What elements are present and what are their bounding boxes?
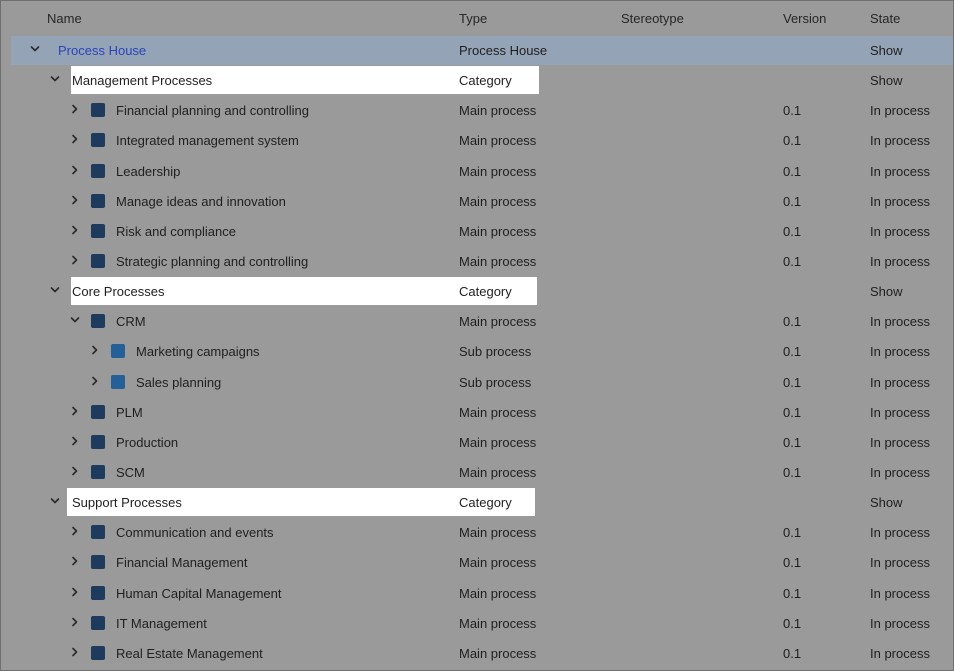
row-type: Main process [459, 464, 537, 480]
row-state: In process [870, 404, 930, 420]
tree-row[interactable] [1, 487, 953, 517]
row-version: 0.1 [783, 253, 802, 269]
row-name[interactable]: Financial Management [116, 555, 248, 571]
tree-row[interactable] [1, 517, 953, 547]
tree-row[interactable] [1, 95, 953, 125]
row-state: In process [870, 464, 930, 480]
row-type: Main process [459, 314, 537, 330]
tree-row[interactable] [1, 638, 953, 668]
main-process-icon [91, 435, 105, 449]
row-state: In process [870, 344, 930, 360]
chevron-right-icon[interactable] [68, 404, 82, 418]
chevron-right-icon[interactable] [68, 132, 82, 146]
row-state: In process [870, 645, 930, 661]
chevron-right-icon[interactable] [68, 585, 82, 599]
row-name[interactable]: Core Processes [72, 284, 165, 300]
tree-row[interactable] [1, 156, 953, 186]
row-name[interactable]: Sales planning [136, 374, 222, 390]
main-process-icon [91, 314, 105, 328]
row-state: In process [870, 585, 930, 601]
row-type: Sub process [459, 344, 532, 360]
row-state: In process [870, 253, 930, 269]
main-process-icon [91, 616, 105, 630]
row-type: Main process [459, 253, 537, 269]
row-version: 0.1 [783, 374, 802, 390]
main-process-icon [91, 646, 105, 660]
row-version: 0.1 [783, 645, 802, 661]
chevron-right-icon[interactable] [68, 163, 82, 177]
chevron-right-icon[interactable] [68, 102, 82, 116]
tree-row[interactable] [1, 608, 953, 638]
row-name[interactable]: Manage ideas and innovation [116, 193, 286, 209]
row-name[interactable]: PLM [116, 404, 143, 420]
tree-row[interactable] [1, 367, 953, 397]
tree-row[interactable] [1, 547, 953, 577]
row-name[interactable]: IT Management [116, 615, 207, 631]
chevron-down-icon[interactable] [48, 283, 62, 297]
row-name[interactable]: Production [116, 434, 179, 450]
tree-row[interactable] [1, 65, 953, 95]
row-type: Main process [459, 193, 537, 209]
row-type: Category [459, 73, 512, 89]
row-state: In process [870, 133, 930, 149]
row-version: 0.1 [783, 615, 802, 631]
row-version: 0.1 [783, 585, 802, 601]
row-type: Main process [459, 555, 537, 571]
row-version: 0.1 [783, 314, 802, 330]
row-name[interactable]: Marketing campaigns [136, 344, 260, 360]
row-version: 0.1 [783, 193, 802, 209]
row-state: In process [870, 555, 930, 571]
row-version: 0.1 [783, 103, 802, 119]
column-header-version[interactable]: Version [783, 11, 827, 26]
row-type: Main process [459, 163, 537, 179]
row-name[interactable]: Risk and compliance [116, 223, 236, 239]
chevron-right-icon[interactable] [68, 615, 82, 629]
row-name[interactable]: Management Processes [72, 73, 213, 89]
tree-row[interactable] [1, 578, 953, 608]
chevron-right-icon[interactable] [68, 524, 82, 538]
main-process-icon [91, 133, 105, 147]
row-name[interactable]: Real Estate Management [116, 645, 263, 661]
row-type: Main process [459, 223, 537, 239]
main-process-icon [91, 254, 105, 268]
row-name[interactable]: Strategic planning and controlling [116, 253, 309, 269]
row-type: Main process [459, 525, 537, 541]
row-name[interactable]: Integrated management system [116, 133, 299, 149]
column-header-name[interactable]: Name [47, 11, 82, 26]
tree-row[interactable] [1, 35, 953, 65]
main-process-icon [91, 555, 105, 569]
chevron-down-icon[interactable] [48, 72, 62, 86]
main-process-icon [91, 405, 105, 419]
row-state: In process [870, 223, 930, 239]
row-version: 0.1 [783, 525, 802, 541]
main-process-icon [91, 525, 105, 539]
chevron-down-icon[interactable] [68, 313, 82, 327]
main-process-icon [91, 164, 105, 178]
row-version: 0.1 [783, 223, 802, 239]
main-process-icon [91, 465, 105, 479]
row-state: In process [870, 434, 930, 450]
row-state: In process [870, 314, 930, 330]
row-state: In process [870, 615, 930, 631]
row-type: Main process [459, 434, 537, 450]
chevron-right-icon[interactable] [88, 343, 102, 357]
chevron-right-icon[interactable] [88, 374, 102, 388]
row-name[interactable]: CRM [116, 314, 146, 330]
row-type: Category [459, 284, 512, 300]
chevron-down-icon[interactable] [28, 42, 42, 56]
row-version: 0.1 [783, 434, 802, 450]
row-type: Main process [459, 404, 537, 420]
tree-row[interactable] [1, 457, 953, 487]
row-version: 0.1 [783, 344, 802, 360]
main-process-icon [91, 103, 105, 117]
chevron-right-icon[interactable] [68, 223, 82, 237]
table-body [1, 35, 953, 668]
row-version: 0.1 [783, 464, 802, 480]
table-header [1, 1, 953, 35]
row-type: Process House [459, 43, 548, 58]
chevron-down-icon[interactable] [48, 494, 62, 508]
column-header-type[interactable]: Type [459, 11, 488, 26]
row-version: 0.1 [783, 404, 802, 420]
row-type: Main process [459, 103, 537, 119]
row-state: Show [870, 284, 903, 300]
tree-row[interactable] [1, 276, 953, 306]
row-type: Main process [459, 645, 537, 661]
row-version: 0.1 [783, 163, 802, 179]
row-name[interactable]: Process House [58, 43, 147, 58]
row-name[interactable]: Financial planning and controlling [116, 103, 309, 119]
tree-row[interactable] [1, 246, 953, 276]
tree-row[interactable] [1, 306, 953, 336]
column-header-state[interactable]: State [870, 11, 901, 26]
tree-row[interactable] [1, 216, 953, 246]
row-state: In process [870, 103, 930, 119]
row-type: Main process [459, 585, 537, 601]
row-state: In process [870, 374, 930, 390]
sub-process-icon [111, 344, 125, 358]
row-type: Main process [459, 133, 537, 149]
chevron-right-icon[interactable] [68, 434, 82, 448]
chevron-right-icon[interactable] [68, 464, 82, 478]
row-type: Category [459, 495, 512, 511]
row-type: Main process [459, 615, 537, 631]
main-process-icon [91, 224, 105, 238]
chevron-right-icon[interactable] [68, 645, 82, 659]
row-name[interactable]: Communication and events [116, 525, 274, 541]
chevron-right-icon[interactable] [68, 554, 82, 568]
tree-row[interactable] [1, 186, 953, 216]
row-type: Sub process [459, 374, 532, 390]
main-process-icon [91, 586, 105, 600]
tree-row[interactable] [1, 336, 953, 366]
chevron-right-icon[interactable] [68, 193, 82, 207]
row-state: Show [870, 495, 903, 511]
column-header-stereotype[interactable]: Stereotype [621, 11, 684, 26]
row-state: Show [870, 43, 903, 58]
tree-row[interactable] [1, 427, 953, 457]
row-version: 0.1 [783, 133, 802, 149]
row-name[interactable]: SCM [116, 464, 145, 480]
row-state: Show [870, 73, 903, 89]
row-state: In process [870, 525, 930, 541]
tree-row[interactable] [1, 397, 953, 427]
row-state: In process [870, 193, 930, 209]
chevron-right-icon[interactable] [68, 253, 82, 267]
main-process-icon [91, 194, 105, 208]
row-name[interactable]: Support Processes [72, 495, 182, 511]
row-version: 0.1 [783, 555, 802, 571]
tree-row[interactable] [1, 125, 953, 155]
row-name[interactable]: Leadership [116, 163, 181, 179]
sub-process-icon [111, 375, 125, 389]
row-name[interactable]: Human Capital Management [116, 585, 282, 601]
row-state: In process [870, 163, 930, 179]
